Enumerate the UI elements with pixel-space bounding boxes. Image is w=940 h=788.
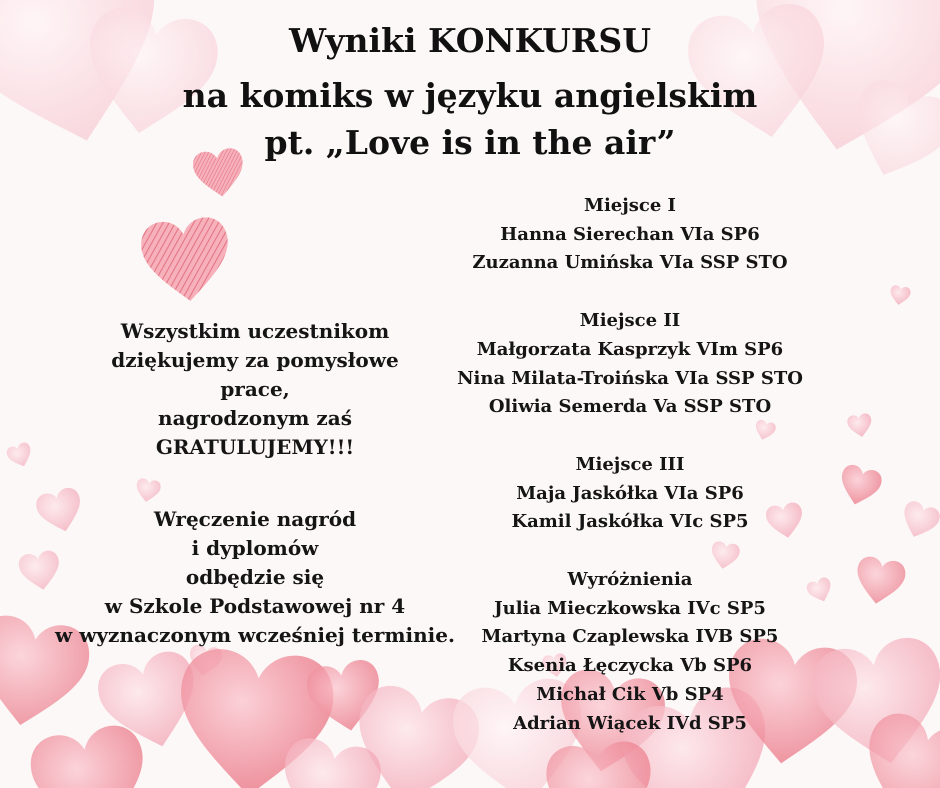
place-3-winner: Maja Jaskółka VIa SP6 [516, 482, 744, 504]
title-line-3: pt. „Love is in the air” [264, 123, 676, 162]
thanks-line: nagrodzonym zaś [158, 406, 352, 430]
place-1-winner: Zuzanna Umińska VIa SSP STO [472, 252, 788, 274]
heart-icon [888, 284, 911, 306]
ceremony-line: w wyznaczonym wcześniej terminie. [55, 623, 455, 647]
place-1-heading: Miejsce I [584, 195, 676, 216]
ceremony-line: i dyplomów [191, 536, 319, 560]
thanks-line: prace, [220, 377, 290, 401]
thanks-line: GRATULUJEMY!!! [155, 435, 355, 459]
place-3-heading: Miejsce III [575, 453, 685, 475]
honors-name: Michał Cik Vb SP4 [536, 683, 724, 705]
place-3-winner: Kamil Jaskółka VIc SP5 [511, 511, 749, 533]
scribble-heart-icon [139, 215, 234, 305]
heart-icon [852, 555, 907, 608]
place-1-winner: Hanna Sierechan VIa SP6 [500, 223, 760, 245]
place-2-winner: Małgorzata Kasprzyk VIm SP6 [476, 338, 784, 360]
honors-name: Ksenia Łęczycka Vb SP6 [507, 655, 753, 677]
thanks-line: dziękujemy za pomysłowe [111, 348, 399, 372]
honors-name: Adrian Wiącek IVd SP5 [513, 712, 747, 734]
results-list [430, 192, 830, 738]
heart-icon [897, 499, 940, 543]
ceremony-message [30, 505, 480, 650]
heart-icon [846, 412, 874, 439]
title-line-1: Wyniki KONKURSU [289, 21, 651, 60]
title-line-2: na komiks w języku angielskim [182, 76, 758, 115]
honors-name: Julia Mieczkowska IVc SP5 [494, 597, 766, 619]
ceremony-line: Wręczenie nagród [153, 507, 357, 531]
heart-icon [134, 477, 162, 504]
ceremony-line: w Szkole Podstawowej nr 4 [104, 594, 406, 618]
thanks-line: Wszystkim uczestnikom [120, 319, 390, 343]
honors-heading: Wyróżnienia [567, 569, 693, 591]
honors-name: Martyna Czaplewska IVB SP5 [481, 626, 779, 648]
place-2-winner: Nina Milata-Troińska VIa SSP STO [457, 367, 803, 389]
place-2-heading: Miejsce II [579, 310, 681, 332]
thanks-message [30, 317, 480, 462]
heart-icon [835, 463, 884, 510]
ceremony-line: odbędzie się [185, 565, 325, 589]
place-2-winner: Oliwia Semerda Va SSP STO [488, 396, 772, 418]
